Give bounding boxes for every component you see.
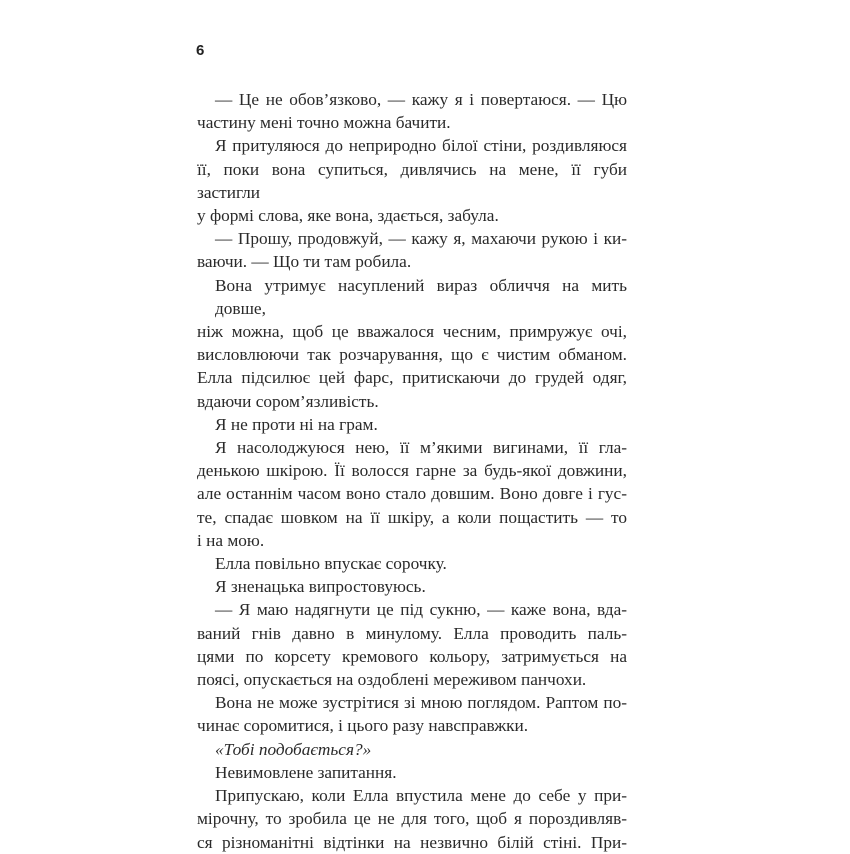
text-line: Елла повільно впускає сорочку. xyxy=(215,554,447,574)
paragraph xyxy=(197,784,627,854)
text-line: але останнім часом воно стало довшим. Воно довге і гус- xyxy=(197,484,627,504)
text-line: чинає соромитися, і цього разу навсправжки. xyxy=(197,716,529,736)
text-line: — Це не обов’язково, — кажу я і повертаюся. — Цю xyxy=(215,90,627,109)
paragraph xyxy=(197,598,627,691)
paragraph xyxy=(197,691,627,737)
text-line: денькою шкірою. Її волосся гарне за будь-якої довжини, xyxy=(197,461,627,481)
text-line: — Прошу, продовжуй, — кажу я, махаючи рукою і ки- xyxy=(215,229,627,249)
paragraph xyxy=(197,575,627,598)
text-line: — Я маю надягнути це під сукню, — каже вона, вда- xyxy=(215,600,627,620)
text-line: «Тобі подобається?» xyxy=(215,739,372,759)
paragraph xyxy=(197,274,627,413)
text-line: Я насолоджуюся нею, її м’якими вигинами, її гла- xyxy=(215,438,627,458)
text-line: цями по корсету кремового кольору, затримується на xyxy=(197,646,627,666)
text-line: частину мені точно можна бачити. xyxy=(197,113,451,133)
paragraph xyxy=(197,552,627,575)
paragraph xyxy=(197,134,627,227)
text-line: вдаючи сором’язливість. xyxy=(197,391,379,411)
text-line: те, спадає шовком на її шкіру, а коли пощастить — то xyxy=(197,507,627,527)
text-line: поясі, опускається на оздоблені мереживом панчохи. xyxy=(197,670,587,690)
text-line: її, поки вона супиться, дивлячись на мене, її губи застигли xyxy=(197,159,627,202)
text-line: ваний гнів давно в минулому. Елла проводить паль- xyxy=(197,623,627,643)
text-line: у формі слова, яке вона, здається, забула. xyxy=(197,206,499,226)
body-text xyxy=(197,88,627,854)
paragraph xyxy=(197,761,627,784)
paragraph xyxy=(197,738,627,761)
text-line: і на мою. xyxy=(197,530,265,550)
text-line: ніж можна, щоб це вважалося чесним, примружує очі, xyxy=(197,322,627,342)
text-line: ваючи. — Що ти там робила. xyxy=(197,252,412,272)
paragraph xyxy=(197,436,627,552)
text-line: Припускаю, коли Елла впустила мене до себе у при- xyxy=(215,786,627,806)
text-line: ся різноманітні відтінки на незвично білій стіні. При- xyxy=(197,832,627,852)
text-line: Я зненацька випростовуюсь. xyxy=(215,577,426,597)
paragraph xyxy=(197,88,627,134)
text-line: висловлюючи так розчарування, що є чистим обманом. xyxy=(197,345,627,365)
text-line: Вона утримує насуплений вираз обличчя на мить довше, xyxy=(215,275,627,318)
text-line: Я не проти ні на грам. xyxy=(215,414,378,434)
text-line: Невимовлене запитання. xyxy=(215,762,397,782)
text-line: Я притуляюся до неприродно білої стіни, роздивляюся xyxy=(215,136,627,156)
text-line: мірочну, то зробила це не для того, щоб я пороздивляв- xyxy=(197,809,627,829)
page-number: 6 xyxy=(196,42,205,59)
text-line: Елла підсилює цей фарс, притискаючи до грудей одяг, xyxy=(197,368,627,388)
text-line: Вона не може зустрітися зі мною поглядом. Раптом по- xyxy=(215,693,627,713)
paragraph xyxy=(197,227,627,273)
paragraph xyxy=(197,413,627,436)
